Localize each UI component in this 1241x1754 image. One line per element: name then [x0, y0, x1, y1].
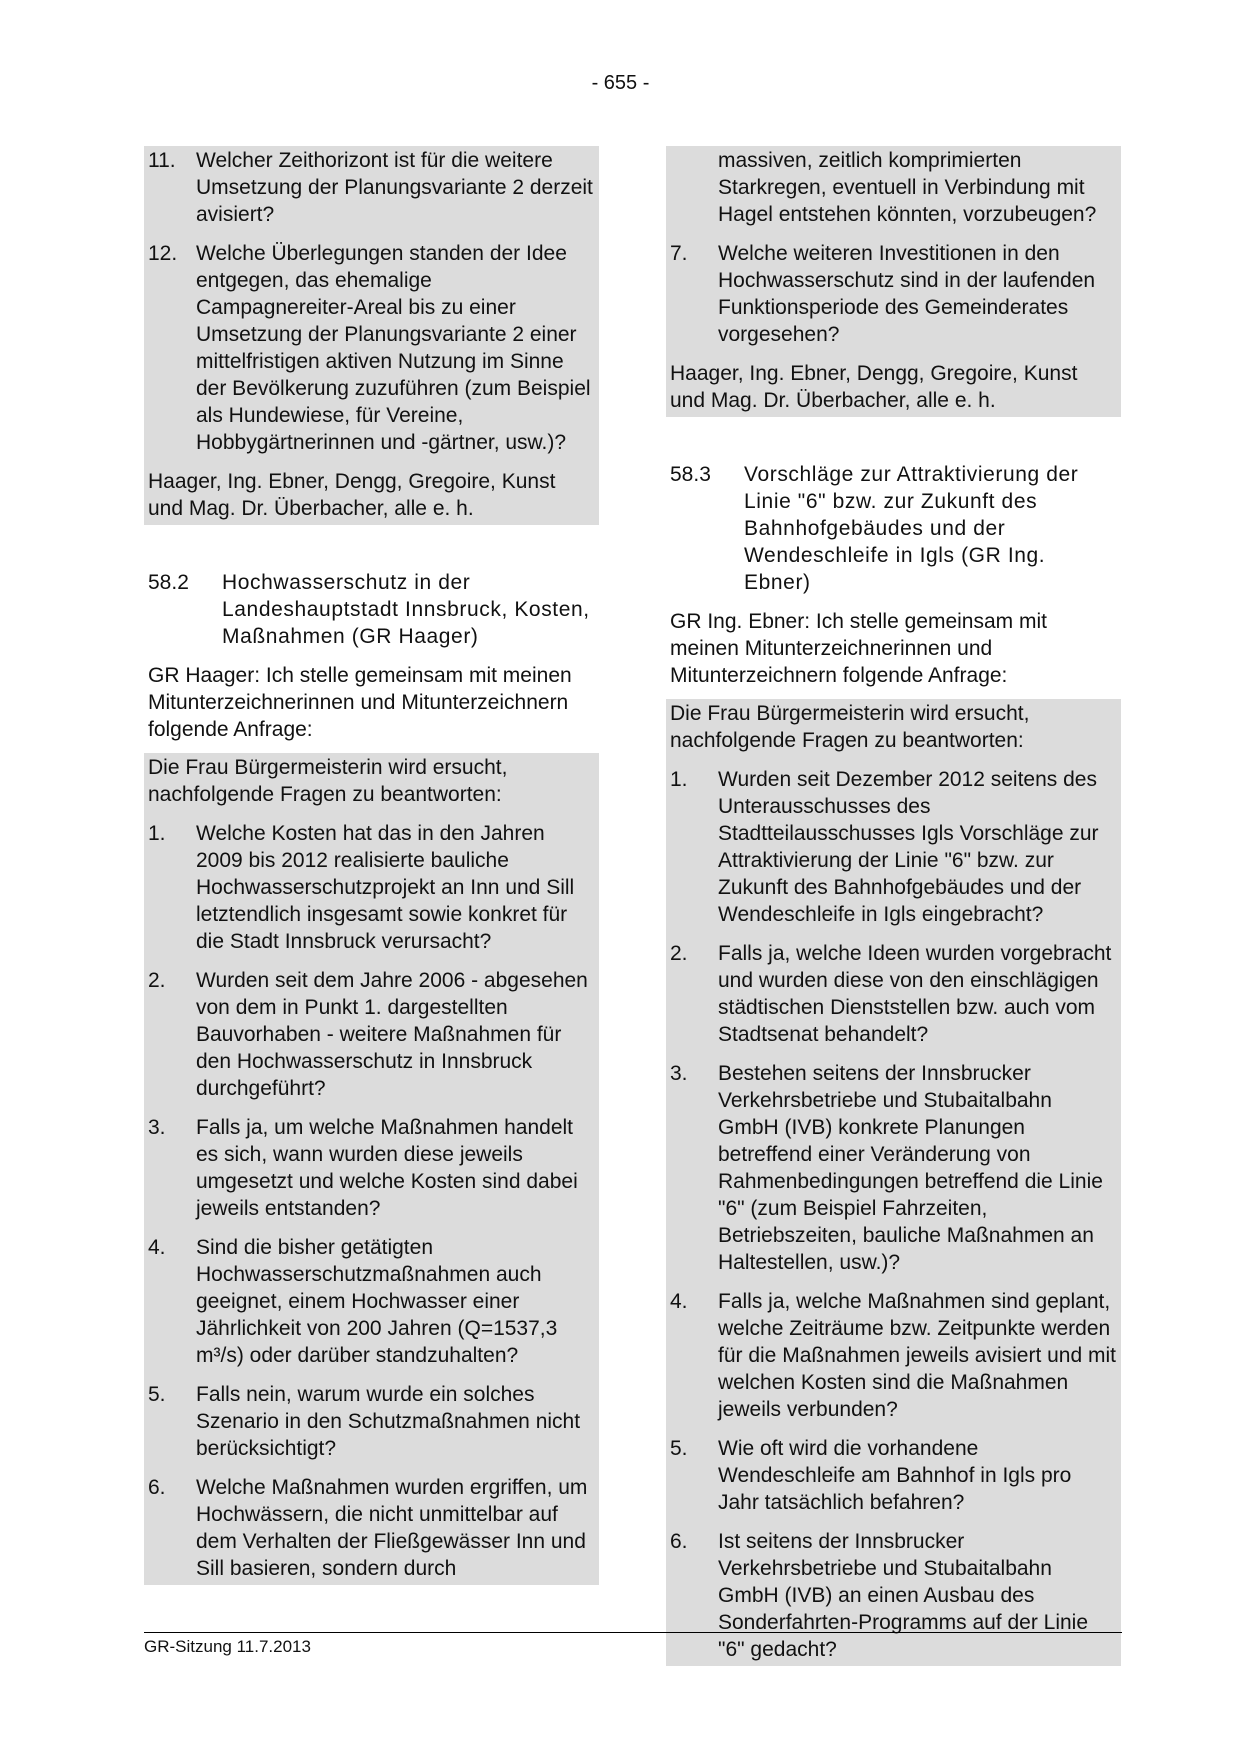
question-block	[666, 146, 1121, 417]
question-item	[670, 240, 1117, 348]
question-item	[148, 967, 595, 1102]
question-continuation	[670, 147, 1117, 228]
question-text: Falls ja, welche Maßnahmen sind geplant, welche Zeiträume bzw. Zeitpunkte werden für die Maßnahmen jeweils avisiert und mit welchen Kosten sind die Maßnahmen jeweils verbunden?	[718, 1290, 1116, 1421]
footer-divider	[144, 1632, 1122, 1633]
question-number: 6.	[148, 1476, 166, 1499]
question-text: Welche weiteren Investitionen in den Hochwasserschutz sind in der laufenden Funktionsperiode des Gemeinderates vorgesehen?	[718, 242, 1096, 346]
question-text: Falls ja, um welche Maßnahmen handelt es sich, wann wurden diese jeweils umgesetzt und welche Kosten sind dabei jeweils entstanden?	[196, 1116, 578, 1220]
inquiry-intro: GR Ing. Ebner: Ich stelle gemeinsam mit meinen Mitunterzeichnerinnen und Mitunterzeichnern folgende Anfrage:	[670, 610, 1047, 687]
question-number: 7.	[670, 242, 688, 265]
request-text: Die Frau Bürgermeisterin wird ersucht, nachfolgende Fragen zu beantworten:	[148, 756, 508, 806]
footer-session-label: GR-Sitzung 11.7.2013	[144, 1637, 311, 1656]
question-number: 5.	[670, 1437, 688, 1460]
question-text: Welche Kosten hat das in den Jahren 2009 bis 2012 realisierte bauliche Hochwasserschutzprojekt an Inn und Sill letztendlich insgesamt sowie konkret für die Stadt Innsbruck verursacht?	[196, 822, 575, 953]
question-number: 12.	[148, 242, 178, 265]
question-number: 1.	[670, 768, 688, 791]
question-number: 5.	[148, 1383, 166, 1406]
question-text: Ist seitens der Innsbrucker Verkehrsbetriebe und Stubaitalbahn GmbH (IVB) an einen Ausbau des Sonderfahrten-Programms auf der Linie "6" gedacht?	[718, 1530, 1089, 1661]
section-title: Hochwasserschutz in der Landeshauptstadt Innsbruck, Kosten, Maßnahmen (GR Haager)	[222, 571, 590, 648]
question-block	[666, 699, 1121, 1666]
question-text: Welcher Zeithorizont ist für die weitere Umsetzung der Planungsvariante 2 derzeit avisiert?	[196, 149, 593, 226]
left-column	[144, 146, 599, 1585]
question-item	[670, 1435, 1117, 1516]
question-item	[670, 1288, 1117, 1423]
question-text: Wie oft wird die vorhandene Wendeschleife am Bahnhof in Igls pro Jahr tatsächlich befahren?	[718, 1437, 1072, 1514]
question-number: 2.	[148, 969, 166, 992]
right-column	[666, 146, 1121, 1666]
section-number: 58.3	[670, 463, 711, 486]
question-item	[148, 1114, 595, 1222]
section-title: Vorschläge zur Attraktivierung der Linie "6" bzw. zur Zukunft des Bahnhofgebäudes und der Wendeschleife in Igls (GR Ing. Ebner)	[744, 463, 1079, 594]
question-text: Welche Maßnahmen wurden ergriffen, um Hochwässern, die nicht unmittelbar auf dem Verhalten der Fließgewässer Inn und Sill basieren, sondern durch	[196, 1476, 588, 1580]
question-number: 4.	[148, 1236, 166, 1259]
question-item	[148, 147, 595, 228]
question-block	[144, 146, 599, 525]
question-text: massiven, zeitlich komprimierten Starkregen, eventuell in Verbindung mit Hagel entstehen könnten, vorzubeugen?	[718, 149, 1097, 226]
question-item	[148, 1474, 595, 1582]
question-text: Falls nein, warum wurde ein solches Szenario in den Schutzmaßnahmen nicht berücksichtigt?	[196, 1383, 581, 1460]
inquiry-intro: GR Haager: Ich stelle gemeinsam mit meinen Mitunterzeichnerinnen und Mitunterzeichnern folgende Anfrage:	[148, 664, 572, 741]
question-number: 2.	[670, 942, 688, 965]
question-block	[144, 753, 599, 1585]
page-number: - 655 -	[591, 72, 650, 94]
signatories: Haager, Ing. Ebner, Dengg, Gregoire, Kunst und Mag. Dr. Überbacher, alle e. h.	[148, 470, 556, 520]
question-item	[670, 940, 1117, 1048]
section-heading	[666, 461, 1121, 596]
question-text: Wurden seit Dezember 2012 seitens des Unterausschusses des Stadtteilausschusses Igls Vorschläge zur Attraktivierung der Linie "6" bzw. zur Zukunft des Bahnhofgebäudes und der Wendeschleife in Igls eingebracht?	[718, 768, 1099, 926]
question-number: 3.	[148, 1116, 166, 1139]
section-number: 58.2	[148, 571, 189, 594]
question-text: Wurden seit dem Jahre 2006 - abgesehen von dem in Punkt 1. dargestellten Bauvorhaben - weitere Maßnahmen für den Hochwasserschutz in Innsbruck durchgeführt?	[196, 969, 588, 1100]
question-item	[670, 766, 1117, 928]
question-number: 1.	[148, 822, 166, 845]
question-number: 6.	[670, 1530, 688, 1553]
question-number: 4.	[670, 1290, 688, 1313]
question-text: Bestehen seitens der Innsbrucker Verkehrsbetriebe und Stubaitalbahn GmbH (IVB) konkrete Planungen betreffend einer Veränderung von Rahmenbedingungen betreffend die Linie "6" (zum Beispiel Fahrzeiten, Betriebszeiten, bauliche Maßnahmen an Haltestellen, usw.)?	[718, 1062, 1103, 1274]
question-item	[148, 820, 595, 955]
question-item	[148, 240, 595, 456]
question-text: Welche Überlegungen standen der Idee entgegen, das ehemalige Campagnereiter-Areal bis zu einer Umsetzung der Planungsvariante 2 einer mittelfristigen aktiven Nutzung im Sinne der Bevölkerung zuzuführen (zum Beispiel als Hundewiese, für Vereine, Hobbygärtnerinnen und -gärtner, usw.)?	[196, 242, 591, 454]
question-item	[148, 1234, 595, 1369]
request-text: Die Frau Bürgermeisterin wird ersucht, nachfolgende Fragen zu beantworten:	[670, 702, 1030, 752]
question-item	[148, 1381, 595, 1462]
question-text: Falls ja, welche Ideen wurden vorgebracht und wurden diese von den einschlägigen städtischen Dienststellen bzw. auch vom Stadtsenat behandelt?	[718, 942, 1112, 1046]
question-number: 3.	[670, 1062, 688, 1085]
question-number: 11.	[148, 149, 176, 172]
question-text: Sind die bisher getätigten Hochwasserschutzmaßnahmen auch geeignet, einem Hochwasser einer Jährlichkeit von 200 Jahren (Q=1537,3 m³/s) oder darüber standzuhalten?	[196, 1236, 558, 1367]
section-heading	[144, 569, 599, 650]
signatories: Haager, Ing. Ebner, Dengg, Gregoire, Kunst und Mag. Dr. Überbacher, alle e. h.	[670, 362, 1078, 412]
question-item	[670, 1528, 1117, 1663]
question-item	[670, 1060, 1117, 1276]
